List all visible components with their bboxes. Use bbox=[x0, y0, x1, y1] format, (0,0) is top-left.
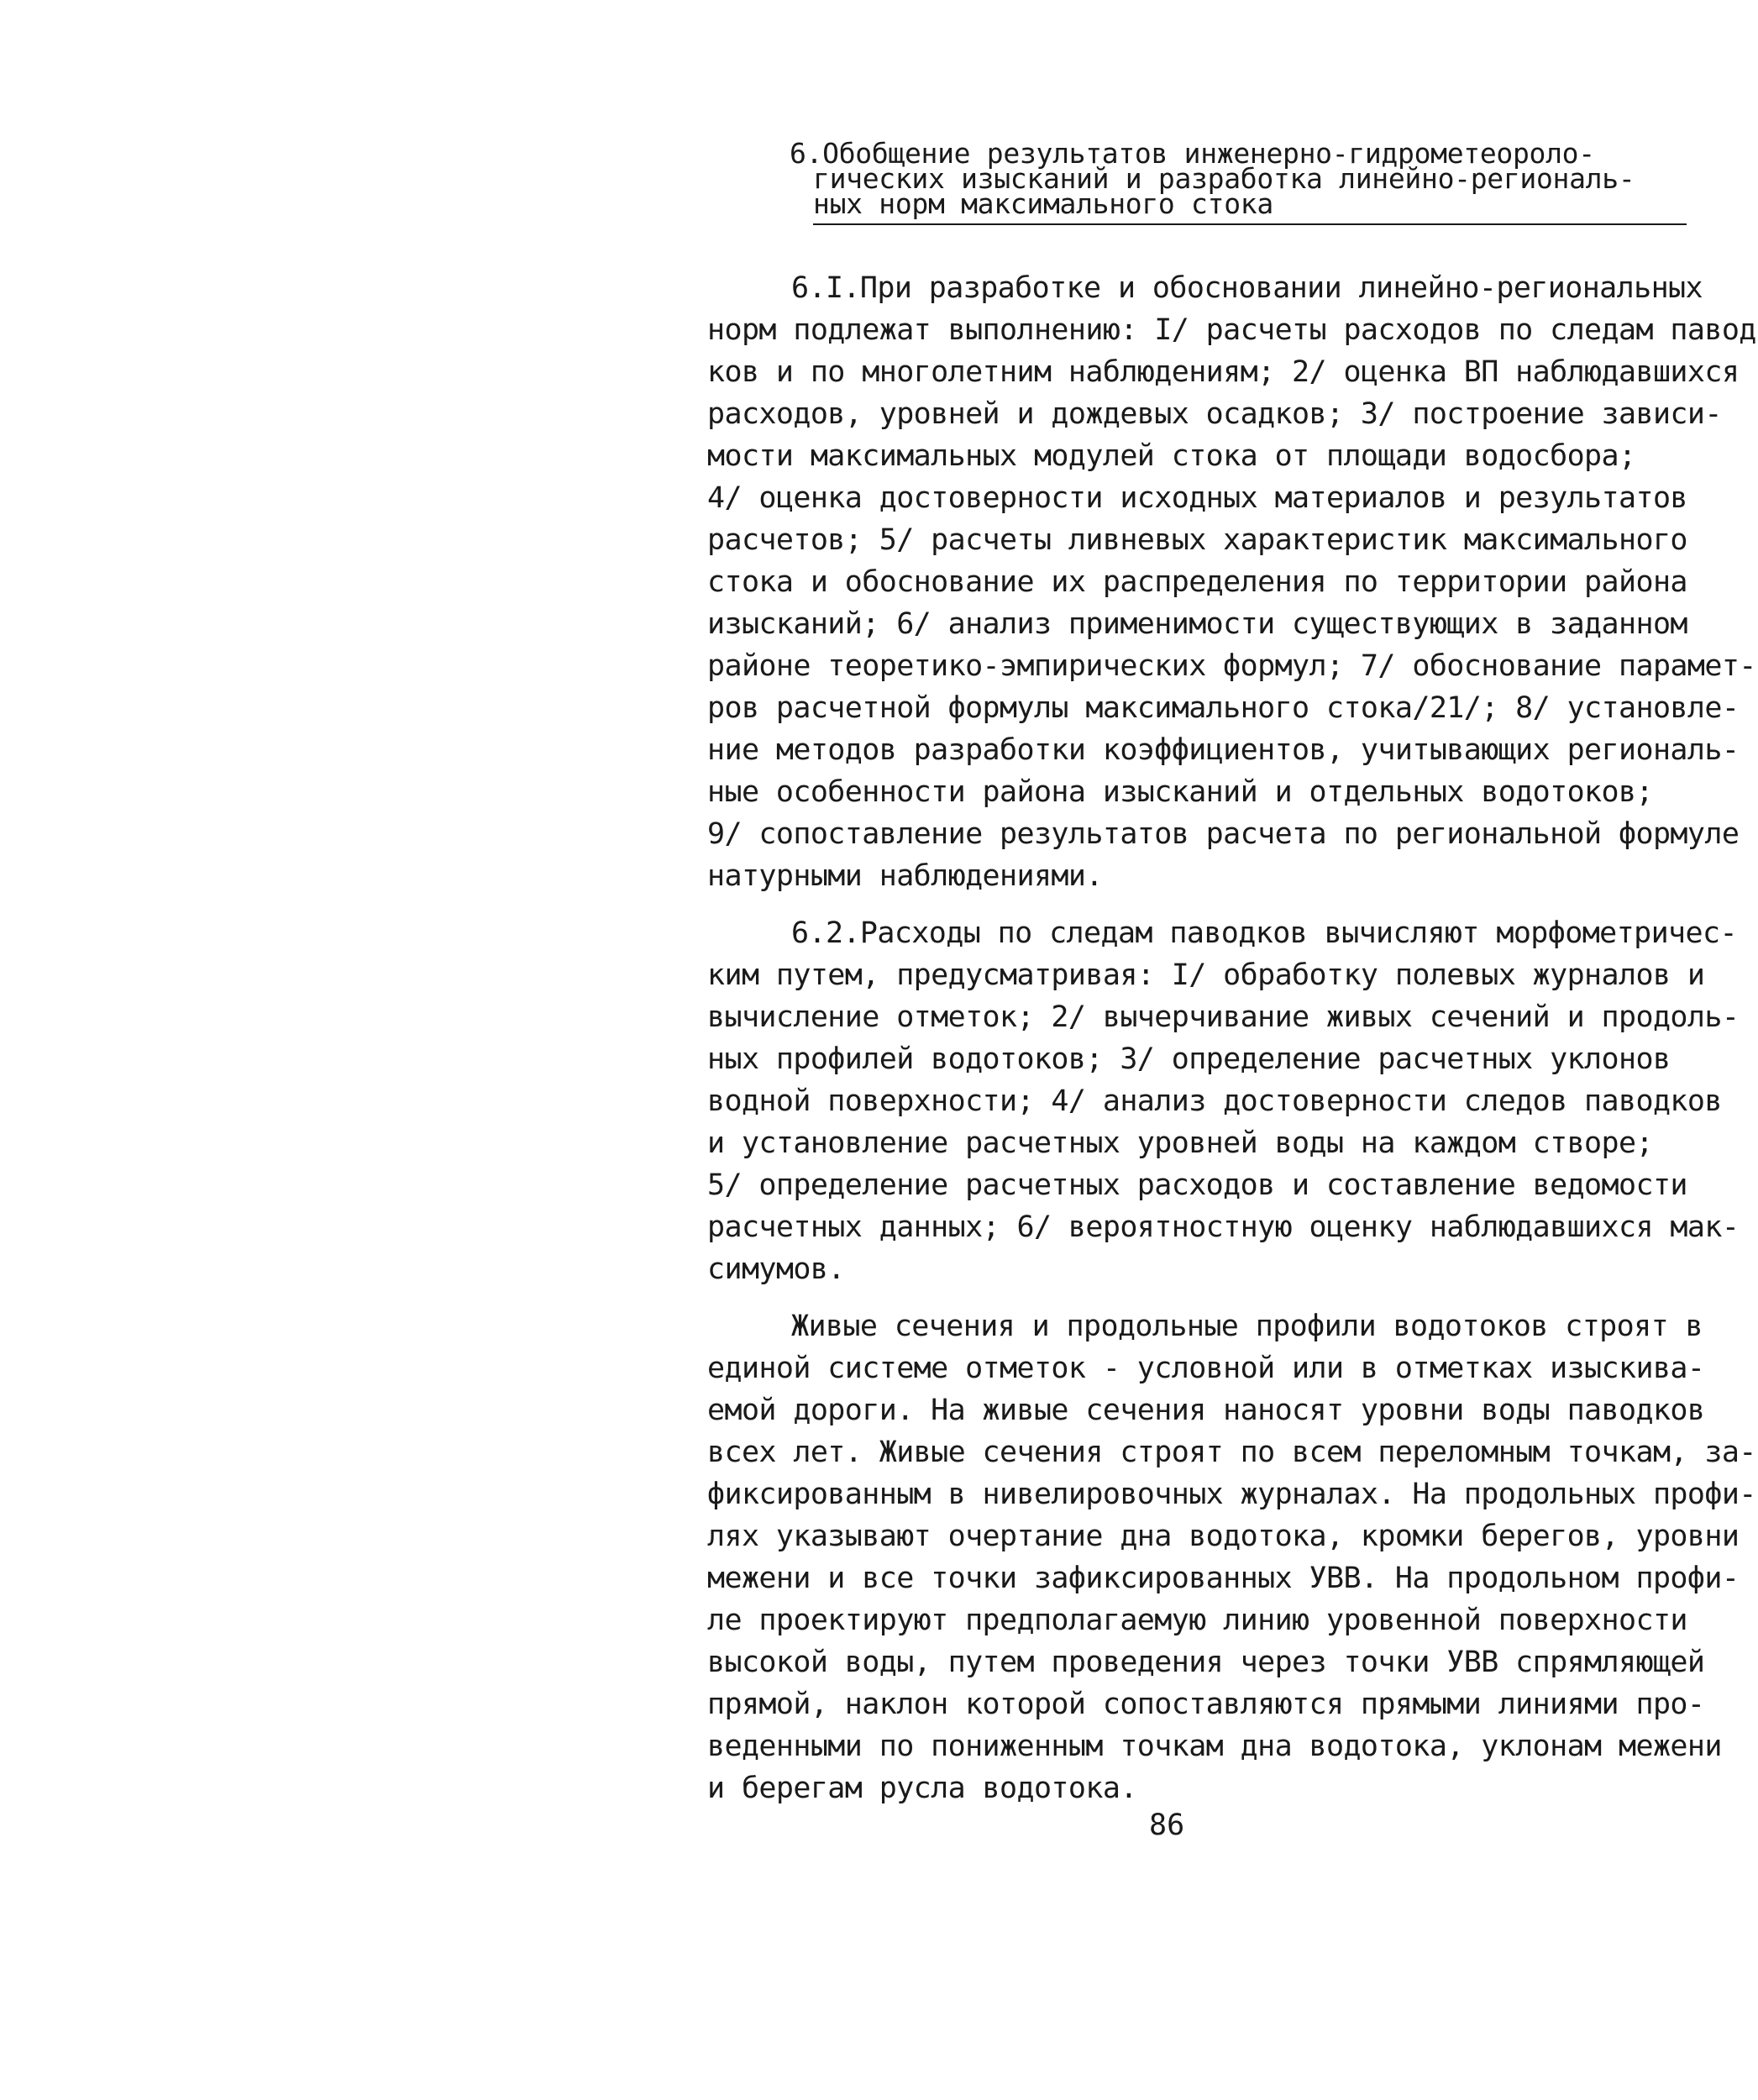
text-line: лях указывают очертание дна водотока, кромки берегов, уровни bbox=[707, 1520, 1740, 1553]
text-line: и берегам русла водотока. bbox=[707, 1772, 1137, 1805]
heading-underline bbox=[813, 223, 1687, 225]
text-line: фиксированным в нивелировочных журналах. На продольных профи- bbox=[707, 1478, 1756, 1511]
text-line: ние методов разработки коэффициентов, учитывающих региональ- bbox=[707, 733, 1740, 767]
text-line: Живые сечения и продольные профили водотоков строят в bbox=[791, 1310, 1703, 1343]
text-line: норм подлежат выполнению: I/ расчеты расходов по следам павод bbox=[707, 313, 1756, 347]
text-line: натурными наблюдениями. bbox=[707, 859, 1103, 893]
paragraph-cross-sections bbox=[707, 1305, 1756, 1809]
text-line: расходов, уровней и дождевых осадков; 3/ построение зависи- bbox=[707, 397, 1722, 431]
heading-line: ных норм максимального стока bbox=[813, 187, 1273, 220]
text-line: расчетов; 5/ расчеты ливневых характеристик максимального bbox=[707, 523, 1687, 557]
text-line: высокой воды, путем проведения через точки УВВ спрямляющей bbox=[707, 1646, 1705, 1679]
text-line: емой дороги. На живые сечения наносят уровни воды паводков bbox=[707, 1394, 1705, 1427]
text-line: изысканий; 6/ анализ применимости существующих в заданном bbox=[707, 607, 1687, 641]
text-line: всех лет. Живые сечения строят по всем переломным точкам, за- bbox=[707, 1436, 1756, 1469]
text-line: вычисление отметок; 2/ вычерчивание живых сечений и продоль- bbox=[707, 1000, 1740, 1034]
text-line: стока и обоснование их распределения по территории района bbox=[707, 565, 1687, 599]
text-line: 5/ определение расчетных расходов и составление ведомости bbox=[707, 1168, 1687, 1202]
text-line: 6.I.При разработке и обосновании линейно-региональных bbox=[791, 271, 1703, 305]
page-number: 86 bbox=[1149, 1809, 1185, 1842]
text-line: прямой, наклон которой сопоставляются прямыми линиями про- bbox=[707, 1688, 1705, 1721]
text-line: водной поверхности; 4/ анализ достоверности следов паводков bbox=[707, 1084, 1722, 1118]
text-line: ров расчетной формулы максимального стока/21/; 8/ установле- bbox=[707, 691, 1740, 725]
body-text bbox=[707, 267, 1756, 1824]
section-heading bbox=[790, 137, 1697, 220]
text-line: ле проектируют предполагаемую линию уровенной поверхности bbox=[707, 1604, 1687, 1637]
text-line: районе теоретико-эмпирических формул; 7/ обоснование парамет- bbox=[707, 649, 1756, 683]
text-line: мости максимальных модулей стока от площади водосбора; bbox=[707, 439, 1636, 473]
text-line: единой системе отметок - условной или в отметках изыскива- bbox=[707, 1352, 1705, 1385]
text-line: веденными по пониженным точкам дна водотока, уклонам межени bbox=[707, 1730, 1722, 1763]
text-line: 6.2.Расходы по следам паводков вычисляют морфометричес- bbox=[791, 916, 1737, 950]
text-line: и установление расчетных уровней воды на каждом створе; bbox=[707, 1126, 1653, 1160]
text-line: 9/ сопоставление результатов расчета по региональной формуле bbox=[707, 817, 1740, 851]
text-line: 4/ оценка достоверности исходных материалов и результатов bbox=[707, 481, 1687, 515]
text-line: ким путем, предусматривая: I/ обработку полевых журналов и bbox=[707, 958, 1705, 992]
text-line: ные особенности района изысканий и отдельных водотоков; bbox=[707, 775, 1653, 809]
heading-line: 6.Обобщение результатов инженерно-гидрометеороло- bbox=[790, 137, 1595, 170]
heading-line: гических изысканий и разработка линейно-региональ- bbox=[813, 162, 1635, 195]
paragraph-6-1 bbox=[707, 267, 1756, 897]
text-line: межени и все точки зафиксированных УВВ. На продольном профи- bbox=[707, 1562, 1740, 1595]
text-line: ных профилей водотоков; 3/ определение расчетных уклонов bbox=[707, 1042, 1671, 1076]
text-line: расчетных данных; 6/ вероятностную оценку наблюдавшихся мак- bbox=[707, 1210, 1740, 1244]
text-line: ков и по многолетним наблюдениям; 2/ оценка ВП наблюдавшихся bbox=[707, 355, 1740, 389]
paragraph-6-2 bbox=[707, 912, 1749, 1290]
text-line: симумов. bbox=[707, 1252, 845, 1286]
